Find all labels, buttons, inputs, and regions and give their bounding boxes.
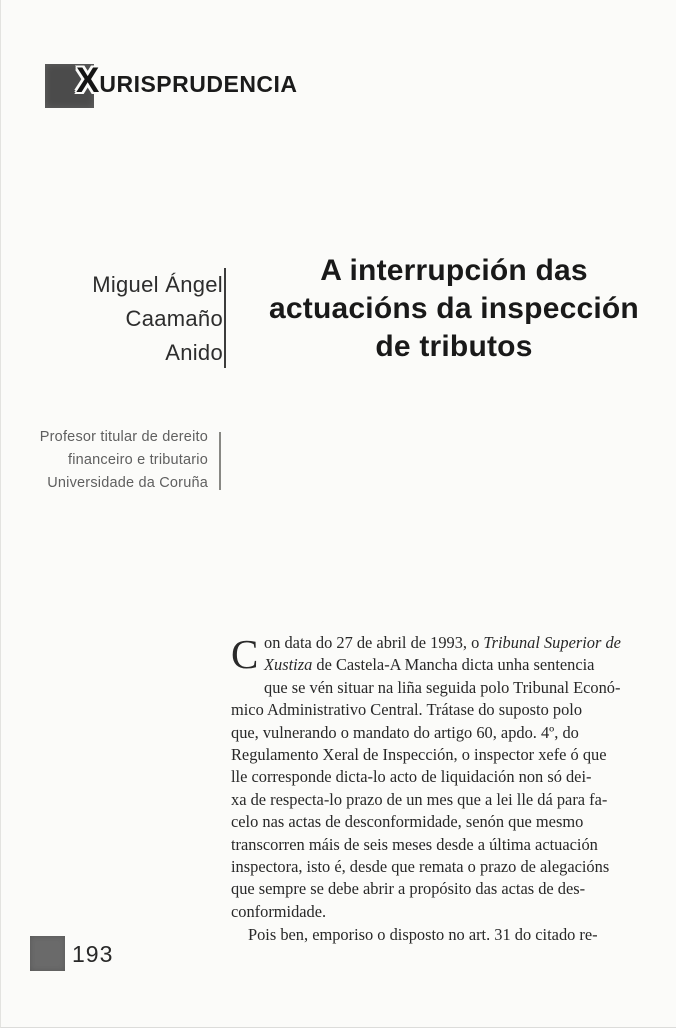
article-title-line: A interrupción das [320, 254, 588, 287]
body-line: que, vulnerando o mandato do artigo 60, apdo. 4º, do [231, 722, 579, 742]
affiliation-line: financeiro e tributario [67, 452, 208, 468]
page-number-square [30, 936, 65, 971]
section-title [76, 61, 298, 101]
drop-cap: C [231, 631, 259, 677]
article-title-line: actuacións da inspección [269, 292, 639, 325]
author-name-line: Caamaño [125, 306, 223, 331]
body-line [231, 632, 655, 654]
body-line: celo nas actas de desconformidade, senón que mesmo [231, 812, 584, 832]
page-number: 193 [72, 941, 114, 967]
article-body [231, 632, 655, 947]
section-title-initial: X [76, 61, 100, 100]
body-text-italic-segment: Xustiza [264, 655, 313, 675]
body-line: Regulamento Xeral de Inspección, o inspector xefe ó que [231, 745, 607, 765]
author-name-line: Anido [165, 340, 223, 365]
body-text-segment: on data do 27 de abril de 1993, o [264, 633, 484, 652]
article-title-line: de tributos [375, 330, 533, 363]
author-title-divider [224, 268, 226, 368]
body-text-italic-segment: Tribunal Superior de [483, 633, 621, 652]
affiliation-divider [219, 432, 221, 490]
body-line: xa de respecta-lo prazo de un mes que a lei lle dá para fa- [231, 789, 608, 809]
article-title [251, 252, 657, 366]
body-line: mico Administrativo Central. Trátase do suposto polo [231, 700, 583, 720]
author-name-line: Miguel Ángel [92, 272, 223, 297]
body-line: transcorren máis de seis meses desde a última actuación [231, 834, 598, 854]
author-name [31, 268, 223, 370]
affiliation-line: Universidade da Coruña [47, 475, 208, 491]
body-line [231, 654, 655, 676]
body-line: inspectora, isto é, desde que remata o prazo de alegacións [231, 857, 610, 877]
body-line: que sempre se debe abrir a propósito das actas de des- [231, 879, 586, 899]
body-paragraph-2: Pois ben, emporiso o disposto no art. 31 do citado re- [248, 925, 598, 945]
body-line: conformidade. [231, 901, 327, 921]
section-title-rest: URISPRUDENCIA [99, 71, 298, 97]
affiliation-line: Profesor titular de dereito [39, 429, 208, 445]
author-affiliation [18, 426, 208, 495]
body-line: que se vén situar na liña seguida polo Tribunal Econó- [264, 677, 621, 697]
body-text-segment: de Castela-A Mancha dicta unha sentencia [312, 655, 595, 675]
body-line: lle corresponde dicta-lo acto de liquidación non só dei- [231, 767, 592, 787]
